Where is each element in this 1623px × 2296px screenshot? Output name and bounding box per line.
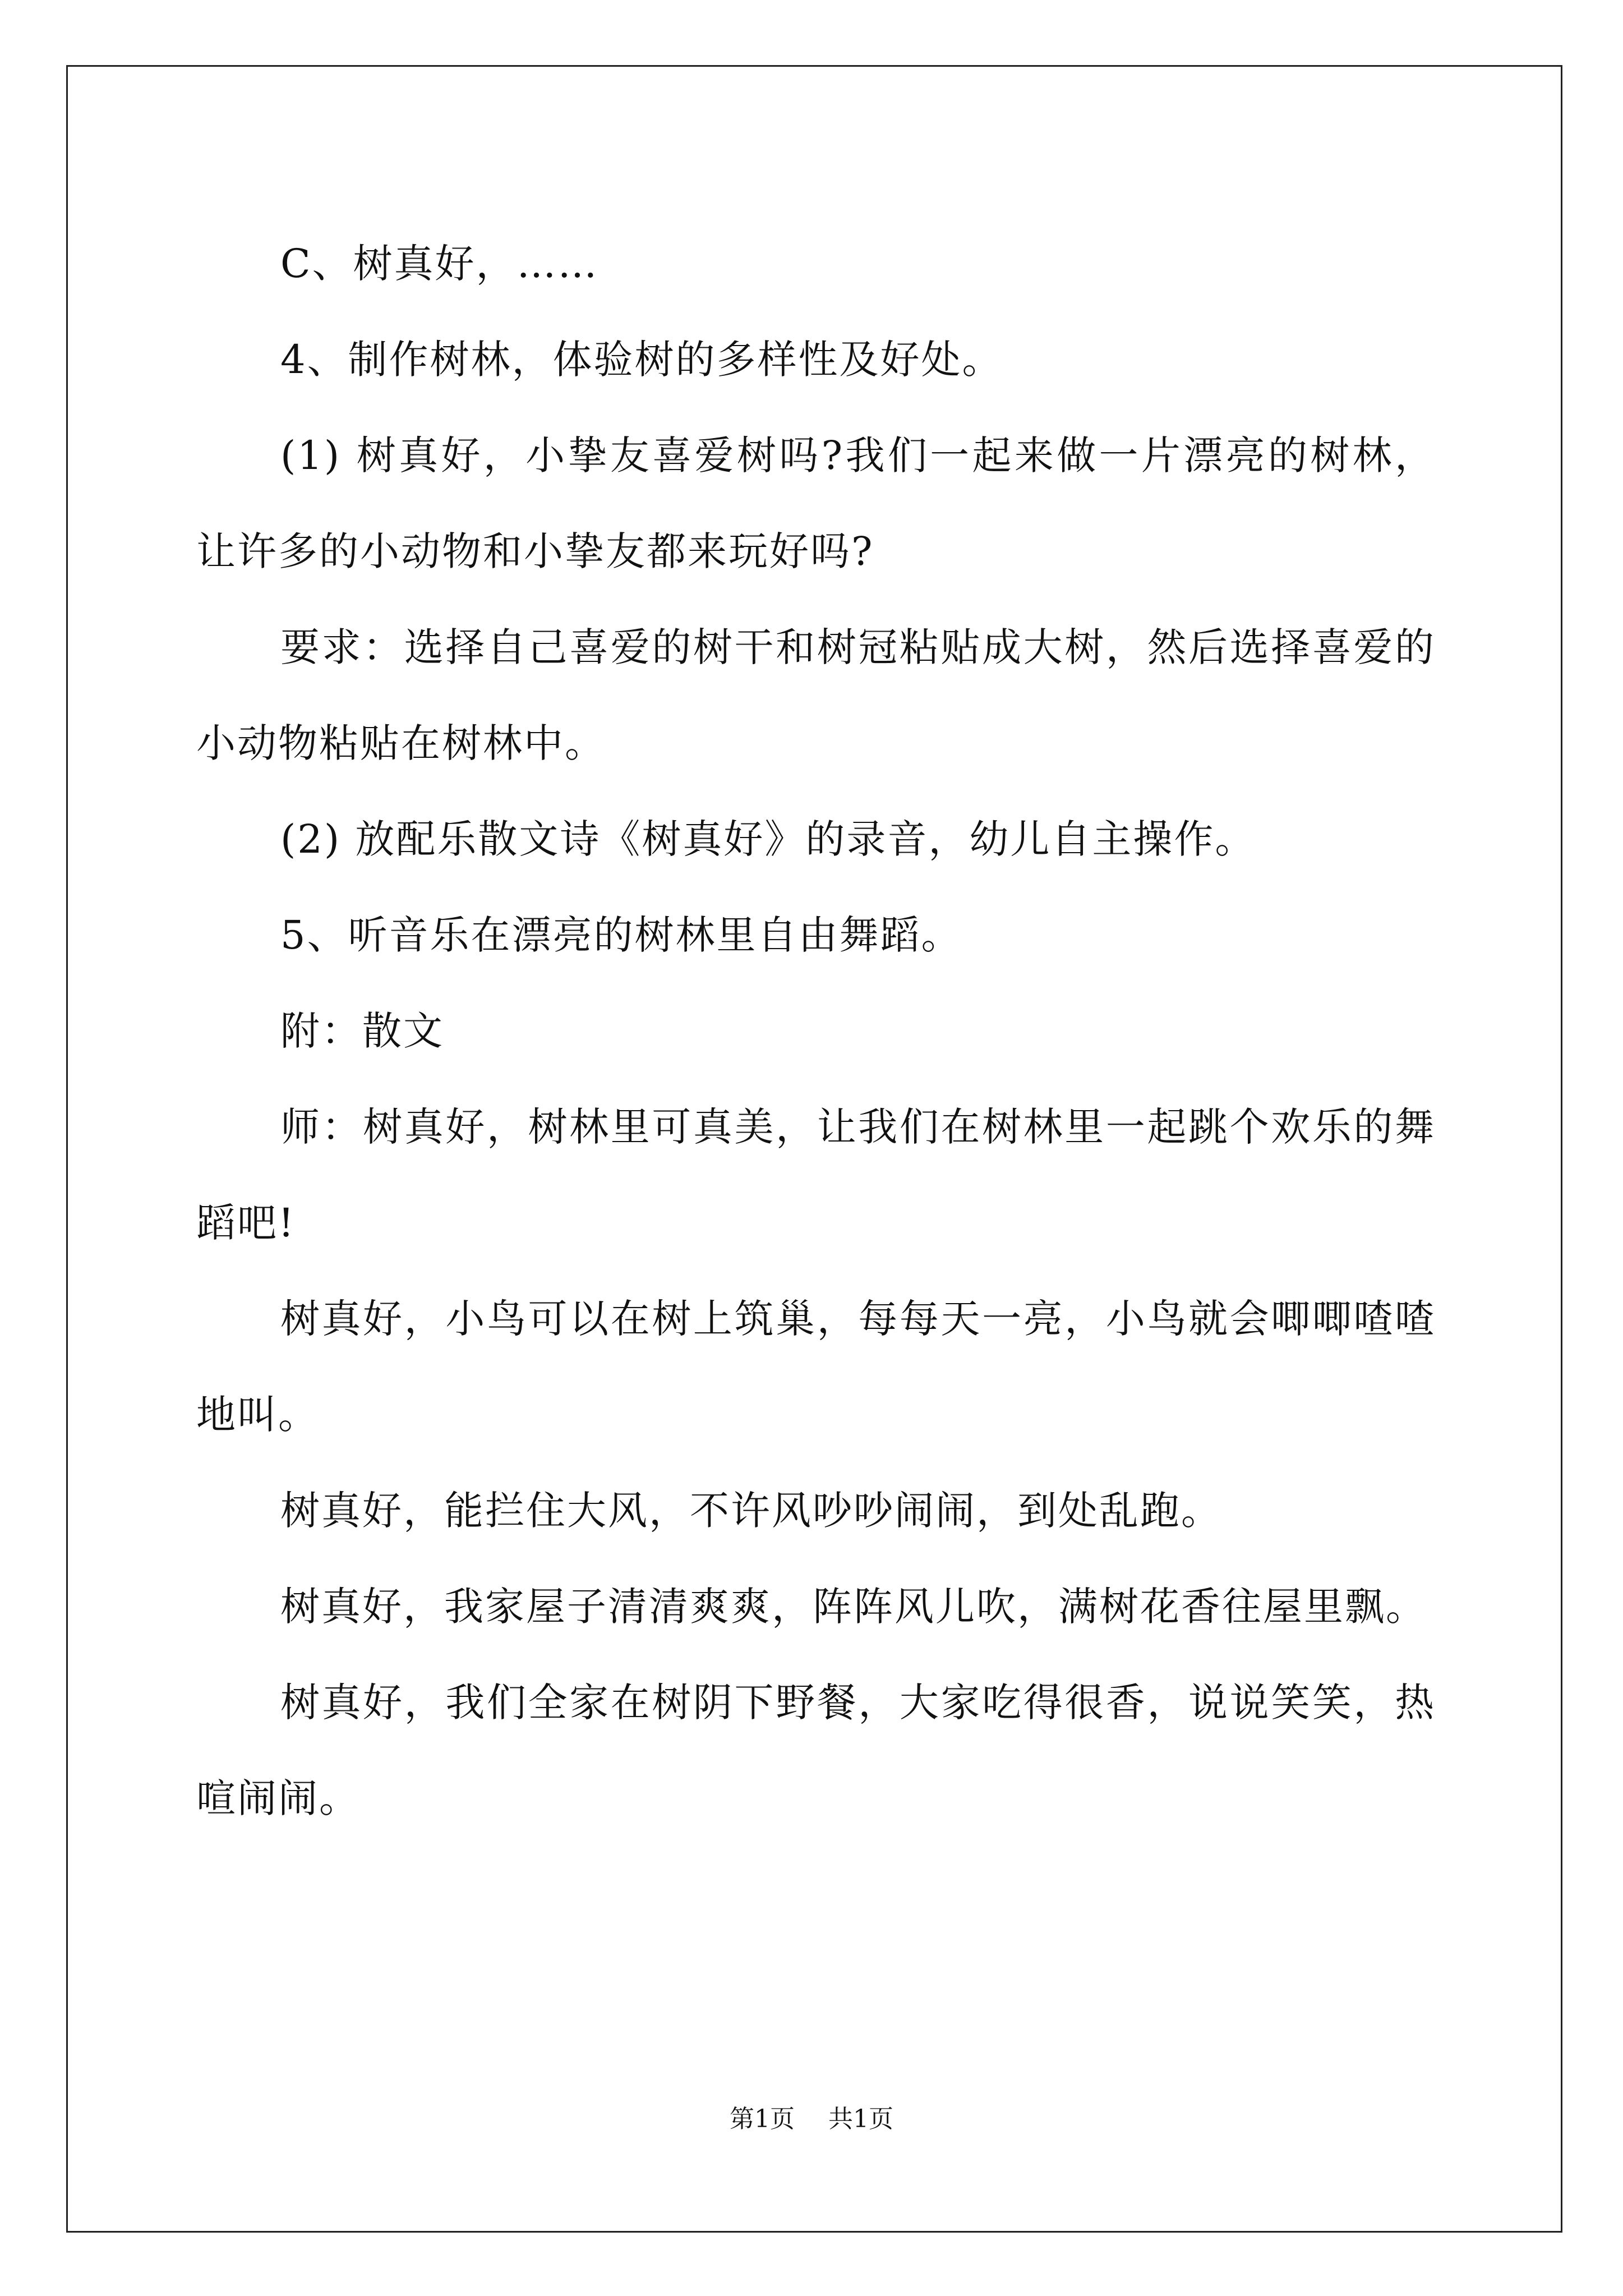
paragraph: 师：树真好，树林里可真美，让我们在树林里一起跳个欢乐的舞蹈吧! — [196, 1104, 1436, 1246]
paragraph: C、树真好，…… — [280, 241, 599, 287]
paragraph: 附：散文 — [280, 1008, 444, 1054]
paragraph: 4、制作树林，体验树的多样性及好处。 — [280, 337, 1003, 383]
paragraph: 树真好，小鸟可以在树上筑巢，每每天一亮，小鸟就会唧唧喳喳地叫。 — [196, 1296, 1436, 1438]
paragraph: (2) 放配乐散文诗《树真好》的录音，幼儿自主操作。 — [280, 816, 1256, 862]
paragraph: 树真好，我们全家在树阴下野餐，大家吃得很香，说说笑笑，热喧闹闹。 — [196, 1680, 1436, 1821]
document-body — [196, 216, 1436, 1847]
page-total: 共1页 — [828, 2105, 893, 2133]
paragraph: 要求：选择自己喜爱的树干和树冠粘贴成大树，然后选择喜爱的小动物粘贴在树林中。 — [196, 624, 1436, 766]
page-footer — [0, 2102, 1623, 2136]
page-number: 第1页 — [730, 2105, 795, 2133]
paragraph: 树真好，我家屋子清清爽爽，阵阵风儿吹，满树花香往屋里飘。 — [280, 1584, 1427, 1630]
paragraph: 树真好，能拦住大风，不许风吵吵闹闹，到处乱跑。 — [280, 1488, 1222, 1534]
paragraph: (1) 树真好，小挚友喜爱树吗?我们一起来做一片漂亮的树林，让许多的小动物和小挚友都来玩好吗? — [196, 432, 1436, 574]
paragraph: 5、听音乐在漂亮的树林里自由舞蹈。 — [280, 912, 962, 958]
